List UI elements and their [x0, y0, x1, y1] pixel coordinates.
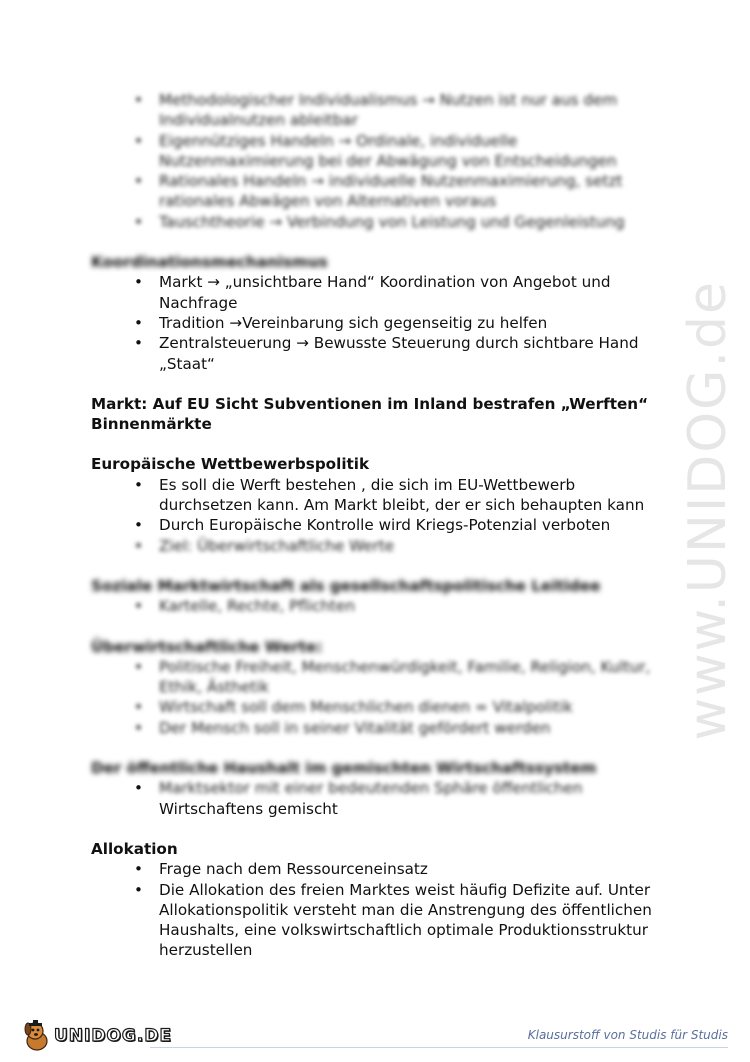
document-content — [91, 90, 671, 961]
list-item: • Wirtschaft soll dem Menschlichen dienen = Vitalpolitik — [91, 697, 671, 717]
watermark: www.UNIDOG.de — [678, 280, 738, 741]
footer-slogan: Klausurstoff von Studis für Studis — [527, 1028, 728, 1042]
list-item: • Markt → „unsichtbare Hand“ Koordination von Angebot und Nachfrage — [91, 272, 671, 313]
koordination-list — [91, 272, 671, 373]
section-heading-soziale: Soziale Marktwirtschaft als gesellschaftspolitische Leitidee — [91, 576, 601, 595]
list-item: • Eigennütziges Handeln → Ordinale, individuelle Nutzenmaximierung bei der Abwägung von Entscheidungen — [91, 131, 671, 172]
markt-statement-line2: Binnenmärkte — [91, 415, 212, 434]
section-heading-europa: Europäische Wettbewerbspolitik — [91, 455, 370, 474]
list-item: • Durch Europäische Kontrolle wird Kriegs-Potenzial verboten — [91, 515, 671, 535]
list-item — [91, 778, 671, 819]
list-item: • Frage nach dem Ressourceneinsatz — [91, 859, 671, 879]
list-item-clear: Wirtschaftens gemischt — [159, 799, 338, 818]
section-heading-haushalt: Der öffentliche Haushalt im gemischten Wirtschaftssystem — [91, 759, 597, 778]
soziale-list — [91, 596, 671, 616]
werte-list — [91, 657, 671, 738]
list-item: • Tauschtheorie → Verbindung von Leistung und Gegenleistung — [91, 212, 671, 232]
list-item-blurred: • Marktsektor mit einer bedeutenden Sphäre öffentlichen — [159, 779, 583, 798]
list-item: • Ziel: Überwirtschaftliche Werte — [91, 536, 671, 556]
footer-divider — [150, 1047, 728, 1048]
section-heading-koordination: Koordinationsmechanismus — [91, 253, 328, 272]
footer-logo — [20, 1018, 172, 1054]
list-item: • Kartelle, Rechte, Pflichten — [91, 596, 671, 616]
europa-list — [91, 475, 671, 556]
list-item: • Rationales Handeln → individuelle Nutzenmaximierung, setzt rationales Abwägen von Alternativen voraus — [91, 171, 671, 212]
list-item: • Tradition →Vereinbarung sich gegenseitig zu helfen — [91, 313, 671, 333]
dog-mascot-icon — [20, 1019, 54, 1053]
list-item: • Zentralsteuerung → Bewusste Steuerung durch sichtbare Hand „Staat“ — [91, 333, 671, 374]
markt-statement-line1: Markt: Auf EU Sicht Subventionen im Inland bestrafen „Werften“ — [91, 394, 649, 413]
top-list — [91, 90, 671, 232]
allokation-list — [91, 859, 671, 960]
section-heading-werte: Überwirtschaftliche Werte: — [91, 637, 323, 656]
list-item: • Politische Freiheit, Menschenwürdigkeit, Familie, Religion, Kultur, Ethik, Ästhetik — [91, 657, 671, 698]
section-heading-allokation: Allokation — [91, 839, 178, 858]
logo-text: UNIDOG.DE — [54, 1026, 173, 1046]
list-item: • Es soll die Werft bestehen , die sich im EU-Wettbewerb durchsetzen kann. Am Markt bleibt, der er sich behaupten kann — [91, 475, 671, 516]
list-item: • Der Mensch soll in seiner Vitalität gefördert werden — [91, 718, 671, 738]
haushalt-list — [91, 778, 671, 819]
list-item: • Methodologischer Individualismus → Nutzen ist nur aus dem Individualnutzen ableitbar — [91, 90, 671, 131]
list-item: • Die Allokation des freien Marktes weist häufig Defizite auf. Unter Allokationspolitik versteht man die Anstrengung des öffentlichen Haushalts, eine volkswirtschaftlich optimale Produktionsstruktur herzustellen — [91, 880, 671, 961]
